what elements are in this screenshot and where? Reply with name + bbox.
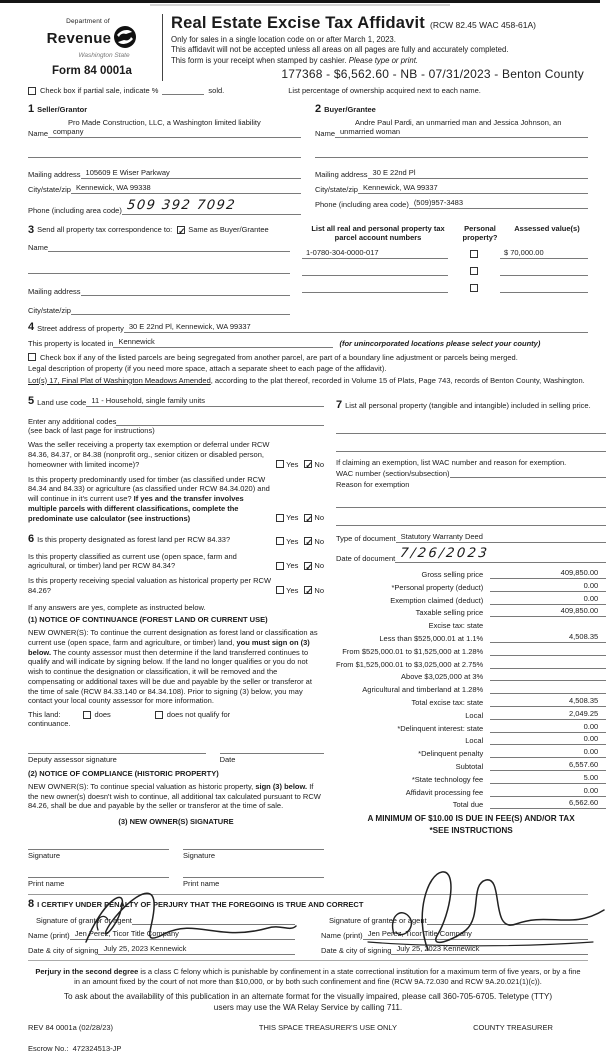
additional-codes-note: (see back of last page for instructions) (28, 426, 155, 436)
street-address-label: Street address of property (37, 323, 124, 333)
buyer-heading: Buyer/Grantee (324, 104, 376, 114)
tax-row: From $525,000.01 to $1,525,000 at 1.28% (336, 643, 606, 656)
section-property-address (28, 321, 588, 386)
same-as-buyer-label: Same as Buyer/Grantee (188, 225, 269, 234)
partial-sale-checkbox[interactable] (28, 87, 36, 95)
county-treasurer-label: COUNTY TREASURER (473, 1023, 553, 1033)
tax-row: Above $3,025,000 at 3% (336, 669, 606, 682)
reason-exemption-field[interactable] (336, 515, 606, 526)
header-divider (162, 14, 163, 81)
new-owner-signature-block: Signature (28, 840, 169, 860)
tax-row: Gross selling price 409,850.00 (336, 566, 606, 579)
scan-artifact (150, 4, 450, 6)
seller-name-line1: Pro Made Construction, LLC, a Washington limited liability (68, 117, 261, 127)
rev-number: REV 84 0001a (02/28/23) (28, 1023, 114, 1033)
corr-city-label: City/state/zip (28, 305, 71, 315)
tax-value-field[interactable]: 6,562.60 (490, 798, 606, 809)
personal-property-col-header: Personal property? (462, 223, 498, 242)
tax-row: Total due 6,562.60 (336, 797, 606, 810)
grantee-date-city-label: Date & city of signing (321, 946, 392, 956)
no-checkbox[interactable]: ✓ (305, 537, 313, 548)
section-8-number: 8 (28, 898, 35, 911)
tax-row: Local 2,049.25 (336, 707, 606, 720)
personal-property-checkbox[interactable] (470, 267, 478, 275)
tax-value-field[interactable] (490, 667, 606, 669)
section-2-number: 2 (315, 102, 322, 115)
exemption-note: If claiming an exemption, list WAC number and reason for exemption. (336, 457, 567, 467)
legal-description-label: Legal description of property (if you need more space, attach a separate sheet to each page of the affidavit). (28, 363, 387, 373)
tax-row: From $1,525,000.01 to $3,025,000 at 2.75% (336, 656, 606, 669)
new-owner-signature-field[interactable] (183, 840, 324, 850)
parcel-number-field[interactable] (302, 274, 448, 276)
does-not-checkbox[interactable] (155, 711, 163, 719)
grantee-name-print-field[interactable]: Jen Perez, Ticor Title Company (363, 929, 588, 940)
seller-name-label: Name (28, 128, 49, 138)
no-checkbox[interactable]: ✓ (305, 586, 313, 597)
located-in-label: This property is located in (28, 338, 114, 348)
parcel-col-header: List all real and personal property tax parcel account numbers (311, 223, 445, 242)
new-owners-signature-title: (3) NEW OWNER(S) SIGNATURE (118, 817, 234, 827)
section-tax-correspondence (28, 224, 290, 315)
historical-property-question: Is this property receiving special valuation as historical property per RCW 84.26? Yes ✓ No (28, 576, 324, 597)
dept-of-label: Department of (66, 18, 110, 25)
agency-block (28, 14, 156, 81)
seller-mailing-label: Mailing address (28, 169, 81, 179)
tax-value-field[interactable]: 0.00 (490, 734, 606, 745)
timber-agriculture-question: Is this property predominantly used for timber (as classified under RCW 84.34 and 84.33) or agriculture (as classified under RCW 84.34.020) and will continue in it's current use? If yes and the transfer involves multiple parcels with different classifications, complete the predominate use calculator (see instructions) Yes ✓ No (28, 474, 324, 524)
tax-row: Less than $525,000.01 at 1.1% 4,508.35 (336, 630, 606, 643)
tax-value-field[interactable]: 4,508.35 (490, 696, 606, 707)
additional-codes-label: Enter any additional codes (28, 417, 117, 427)
tax-value-field[interactable]: 5.00 (490, 773, 606, 784)
tax-row: Local 0.00 (336, 733, 606, 746)
located-in-field[interactable]: Kennewick (113, 337, 333, 348)
buyer-mailing-label: Mailing address (315, 169, 368, 179)
tax-value-field[interactable]: 0.00 (490, 581, 606, 592)
unincorporated-note: (for unincorporated locations please select your county) (339, 338, 541, 348)
same-as-buyer-checkbox[interactable]: ✓ (178, 225, 186, 236)
new-owner-print-name-block: Print name (183, 868, 324, 888)
date-of-document-label: Date of document (336, 554, 396, 564)
grantor-date-city-field[interactable]: July 25, 2023 Kennewick (98, 944, 295, 955)
personal-property-checkbox[interactable] (470, 284, 478, 292)
washington-state-label: Washington State (78, 52, 130, 59)
tax-row: *Delinquent interest: state 0.00 (336, 720, 606, 733)
certify-statement: I CERTIFY UNDER PENALTY OF PERJURY THAT THE FOREGOING IS TRUE AND CORRECT (37, 900, 364, 910)
seller-city-field[interactable]: Kennewick, WA 99338 (71, 183, 301, 194)
header (28, 14, 588, 81)
buyer-phone-label: Phone (including area code) (315, 199, 409, 209)
tax-value-field[interactable]: 0.00 (490, 786, 606, 797)
wac-number-field[interactable] (450, 467, 607, 478)
land-use-field[interactable]: 11 - Household, single family units (86, 396, 324, 407)
notice-continuance-text: NEW OWNER(S): To continue the current designation as forest land or classification as current use (open space, farm and agriculture, or timber) land, you must sign on (3) below. The county assessor must then determine if the land transferred continues to qualify and will indicate by signing below. If the land no longer qualifies or you do not wish to continue the designation or classification, it will be removed and the compensating or additional taxes will be due and payable by the seller or transferor at the time of sale (RCW 84.33.140 or 84.34.108). Prior to signing (3) below, you may contact your local county assessor for more information. (28, 628, 318, 706)
corr-name-extra-field[interactable] (28, 263, 290, 274)
parcel-row (302, 276, 588, 293)
segregated-note: Check box if any of the listed parcels are being segregated from another parcel, are part of a boundary line adjustment or parcels being merged. (40, 352, 518, 362)
scan-artifact (0, 0, 600, 3)
forest-land-question: 6 Is this property designated as forest land per RCW 84.33? Yes ✓ No (28, 533, 324, 548)
form-title-rcw: (RCW 82.45 WAC 458-61A) (430, 20, 536, 30)
revenue-wordmark: Revenue (46, 29, 112, 47)
yes-checkbox[interactable] (276, 562, 284, 570)
grantee-signature-field[interactable] (427, 914, 588, 925)
header-note-2: This affidavit will not be accepted unless all areas on all pages are fully and accurately completed. (171, 45, 509, 54)
segregated-checkbox[interactable] (28, 353, 36, 361)
grantor-date-city-label: Date & city of signing (28, 946, 99, 956)
section-4-number: 4 (28, 320, 35, 333)
section-buyer (315, 103, 588, 215)
deputy-date-block: Date (220, 744, 324, 764)
personal-property-list-label: 7 List all personal property (tangible and intangible) included in selling price. (336, 399, 591, 412)
tax-row: Total excise tax: state 4,508.35 (336, 694, 606, 707)
cashier-stamp: 177368 - $6,562.60 - NB - 07/31/2023 - Benton County (281, 66, 584, 81)
grantee-name-print-label: Name (print) (321, 931, 363, 941)
section-3-number: 3 (28, 223, 35, 236)
alt-format-note: To ask about the availability of this publication in an alternate format for the visually impaired, please call 360-705-6705. Teletype (TTY) users may use the WA Relay Service by calling 711. (63, 992, 553, 1013)
form-title: Real Estate Excise Tax Affidavit (171, 14, 426, 32)
seller-phone-field[interactable]: 509 392 7092 (122, 198, 301, 215)
tax-value-field[interactable]: 2,049.25 (490, 709, 606, 720)
tax-row: Exemption claimed (deduct) 0.00 (336, 592, 606, 605)
parcel-number-field[interactable] (302, 291, 448, 293)
yes-checkbox[interactable] (276, 537, 284, 545)
tax-value-field (490, 629, 606, 630)
footer (28, 1023, 588, 1032)
seller-name-extra-field[interactable] (28, 147, 301, 158)
yes-checkbox[interactable] (276, 586, 284, 594)
type-of-document-label: Type of document (336, 534, 396, 544)
assessed-value-field[interactable] (500, 291, 588, 293)
personal-property-field[interactable] (336, 441, 606, 452)
reason-exemption-label: Reason for exemption (336, 480, 410, 490)
street-address-field[interactable]: 30 E 22nd Pl, Kennewick, WA 99337 (124, 322, 588, 333)
tax-row: Affidavit processing fee 0.00 (336, 784, 606, 797)
tax-row: *Personal property (deduct) 0.00 (336, 579, 606, 592)
seller-heading: Seller/Grantor (37, 104, 88, 114)
tax-value-field[interactable]: 0.00 (490, 722, 606, 733)
tax-row: Subtotal 6,557.60 (336, 758, 606, 771)
parcel-row (302, 259, 588, 276)
deputy-date-field[interactable] (220, 744, 324, 754)
date-of-document-field[interactable]: 7/26/2023 (395, 546, 606, 563)
legal-description-value: Lot(s) 17, Final Plat of Washington Meadows Amended, according to the plat thereof, recorded in Volume 15 of Plats, Page 743, records of Benton County, Washington. (28, 375, 585, 385)
section-7-number: 7 (336, 399, 343, 412)
section-divider (28, 894, 588, 895)
grantee-date-city-field[interactable]: July 25, 2023 Kennewick (391, 944, 588, 955)
this-land-row: This land: does does not qualify for (28, 710, 231, 720)
buyer-name-label: Name (315, 128, 336, 138)
land-use-row (28, 395, 324, 407)
grantor-sig-label: Signature of grantor or agent (36, 916, 132, 926)
buyer-city-label: City/state/zip (315, 184, 358, 194)
tax-value-field[interactable] (490, 654, 606, 656)
land-use-label: Land use code (37, 398, 87, 408)
buyer-mailing-field[interactable]: 30 E 22nd Pl (368, 168, 588, 179)
seller-phone-label: Phone (including area code) (28, 205, 122, 215)
no-checkbox[interactable]: ✓ (305, 513, 313, 524)
personal-property-checkbox[interactable] (470, 250, 478, 258)
tax-value-field[interactable]: 409,850.00 (490, 568, 606, 579)
treasurer-use-label: THIS SPACE TREASURER'S USE ONLY (258, 1023, 398, 1033)
deputy-assessor-signature-field[interactable] (28, 744, 206, 754)
revenue-logo-icon (113, 25, 137, 51)
tax-row: Agricultural and timberland at 1.28% (336, 681, 606, 694)
section-seller (28, 103, 301, 215)
current-use-question: Is this property classified as current use (open space, farm and agricultural, or timber) land per RCW 84.34? Yes ✓ No (28, 551, 324, 572)
deputy-assessor-signature-block: Deputy assessor signature (28, 744, 206, 764)
tax-value-field[interactable]: 409,850.00 (490, 606, 606, 617)
partial-sale-percent-field[interactable] (162, 86, 204, 95)
corr-mailing-field[interactable] (81, 285, 290, 296)
type-of-document-field[interactable]: Statutory Warranty Deed (396, 532, 607, 543)
notice-continuance-title: (1) NOTICE OF CONTINUANCE (FOREST LAND OR CURRENT USE) (28, 615, 268, 625)
tax-row: *Delinquent penalty 0.00 (336, 745, 606, 758)
section-6-number: 6 (28, 533, 35, 546)
tax-value-field[interactable]: 0.00 (490, 594, 606, 605)
grantor-signature-block (28, 910, 295, 955)
partial-sale-sold-label: sold. (208, 85, 225, 95)
tax-row: Excise tax: state (336, 617, 606, 630)
seller-name-field[interactable]: company (48, 127, 301, 138)
yes-checkbox[interactable] (276, 514, 284, 522)
parcel-number-field[interactable]: 1-0780-304-0000-017 (302, 248, 448, 259)
seller-mailing-field[interactable]: 105609 E Wiser Parkway (81, 168, 301, 179)
tax-row: Taxable selling price 409,850.00 (336, 605, 606, 618)
notice-compliance-text: NEW OWNER(S): To continue special valuation as historic property, sign (3) below. If the new owner(s) doesn't wish to continue, all additional tax calculated pursuant to RCW 84.26, shall be due and payable by the seller or transferor at the time of sale. (28, 781, 321, 811)
new-owner-signature-block: Signature (183, 840, 324, 860)
new-owner-print-name-field[interactable] (28, 868, 169, 878)
assessed-value-field[interactable]: $ 70,000.00 (500, 248, 588, 259)
buyer-name-field[interactable]: unmarried woman (335, 127, 588, 138)
grantor-name-print-field[interactable]: Jen Perez, Ticor Title Company (70, 929, 295, 940)
tax-value-field[interactable]: 0.00 (490, 747, 606, 758)
section-1-number: 1 (28, 102, 35, 115)
personal-property-field[interactable] (336, 423, 606, 434)
parcel-table (302, 224, 588, 315)
corr-name-field[interactable] (48, 241, 290, 252)
assessed-value-col-header: Assessed value(s) (514, 223, 580, 233)
notice-compliance-title: (2) NOTICE OF COMPLIANCE (HISTORIC PROPERTY) (28, 769, 219, 779)
section-certify (28, 898, 588, 955)
tax-value-field[interactable]: 4,508.35 (490, 632, 606, 643)
header-note-1: Only for sales in a single location code on or after March 1, 2023. (171, 34, 396, 44)
new-owner-print-name-block: Print name (28, 868, 169, 888)
buyer-city-field[interactable]: Kennewick, WA 99337 (358, 183, 588, 194)
new-owner-print-name-field[interactable] (183, 868, 324, 878)
tax-row: *State technology fee 5.00 (336, 771, 606, 784)
header-note-3: This form is your receipt when stamped by cashier. Please type or print. (171, 55, 419, 65)
grantor-name-print-label: Name (print) (28, 931, 70, 941)
continuance-label: continuance. (28, 719, 71, 729)
buyer-name-line1: Andre Paul Pardi, an unmarried man and Jessica Johnson, an (355, 117, 562, 127)
grantor-signature-field[interactable] (132, 914, 295, 925)
tax-value-field[interactable] (490, 692, 606, 694)
buyer-phone-field[interactable]: (509)957-3483 (409, 198, 588, 209)
partial-sale-label: Check box if partial sale, indicate % (40, 85, 159, 95)
tax-value-field[interactable] (490, 679, 606, 681)
grantee-sig-label: Signature of grantee or agent (329, 916, 427, 926)
correspondence-label: Send all property tax correspondence to: (37, 225, 173, 234)
buyer-name-extra-field[interactable] (315, 147, 588, 158)
wac-number-label: WAC number (section/subsection) (336, 469, 450, 479)
corr-name-label: Name (28, 242, 49, 252)
assessed-value-field[interactable] (500, 274, 588, 276)
corr-city-field[interactable] (71, 304, 290, 315)
does-checkbox[interactable] (83, 711, 91, 719)
reason-exemption-field[interactable] (336, 497, 606, 508)
corr-mailing-label: Mailing address (28, 286, 81, 296)
tax-value-field[interactable]: 6,557.60 (490, 760, 606, 771)
answers-yes-note: If any answers are yes, complete as instructed below. (28, 602, 206, 612)
perjury-note: Perjury in the second degree is a class C felony which is punishable by confinement in a state correctional institution for a maximum term of five years, or by a fine in an amount fixed by the court of not more than $10,000, or by both such confinement and fine (RCW 9A.72.030 and RCW 9A.20.021(1)(c)). (35, 967, 581, 987)
section-divider (28, 960, 588, 961)
tax-computation (336, 566, 606, 809)
form-number: Form 84 0001a (52, 65, 132, 77)
no-checkbox[interactable]: ✓ (305, 561, 313, 572)
minimum-fee-note: A MINIMUM OF $10.00 IS DUE IN FEE(S) AND/OR TAX *SEE INSTRUCTIONS (367, 814, 575, 836)
grantee-signature-block (321, 910, 588, 955)
new-owner-signature-field[interactable] (28, 840, 169, 850)
partial-sale-row (28, 86, 588, 95)
parcel-row (302, 242, 588, 259)
seller-city-label: City/state/zip (28, 184, 71, 194)
ownership-note: List percentage of ownership acquired next to each name. (288, 85, 481, 95)
exemption-deferral-question: Was the seller receiving a property tax exemption or deferral under RCW 84.36, 84.37, or 84.38 (nonprofit org., senior citizen or disabled person, homeowner with limited income)? Yes ✓ No (28, 440, 324, 470)
additional-codes-field[interactable] (116, 415, 324, 426)
yes-checkbox[interactable] (276, 460, 284, 468)
escrow-number: Escrow No.: 472324513-JP (28, 1044, 122, 1053)
section-5-number: 5 (28, 395, 35, 408)
no-checkbox[interactable]: ✓ (305, 460, 313, 470)
